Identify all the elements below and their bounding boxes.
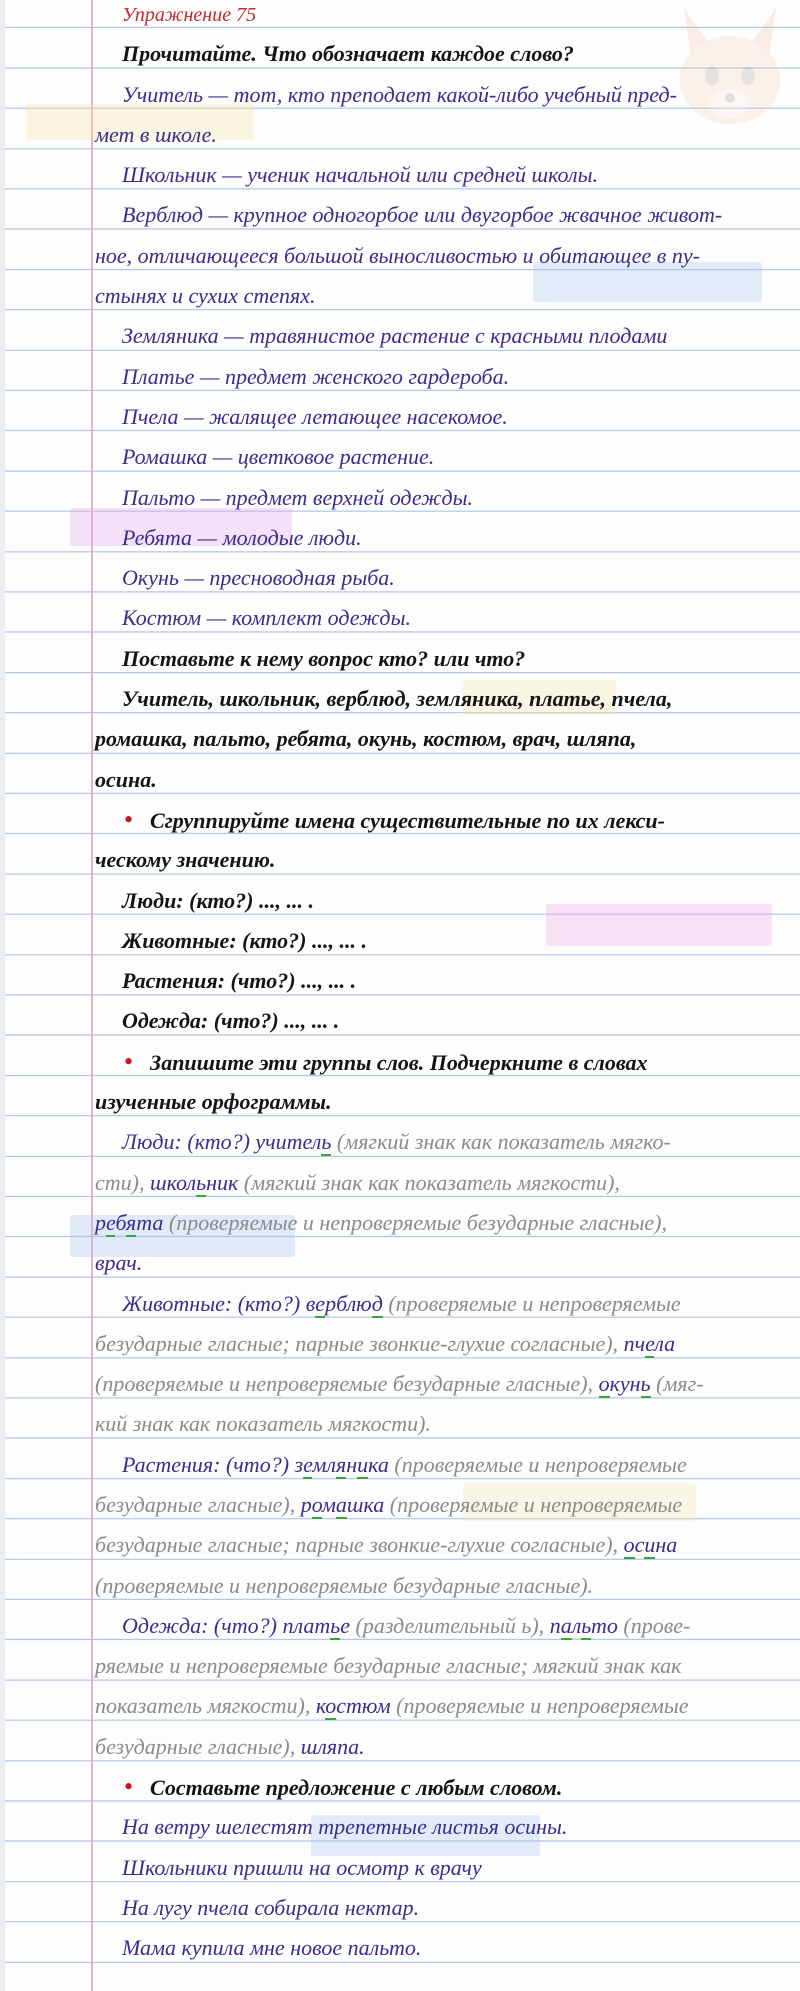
text-line: [0, 1116, 800, 1156]
orthogram-mark: ь: [330, 1612, 341, 1638]
orthogram-mark: и: [357, 1451, 369, 1477]
text-line: [0, 149, 800, 189]
answer-text: Ромашка — цветковое растение.: [122, 444, 435, 470]
answer-text: Верблюд — крупное одногорбое или двугорбое жвачное живот-: [122, 202, 723, 228]
text-line: [0, 1318, 800, 1358]
task-text: осина.: [95, 766, 157, 792]
orthogram-mark: ь: [581, 1612, 592, 1638]
answer-text: пч: [623, 1330, 646, 1356]
answer-text: Мама купила мне новое пальто.: [122, 1935, 422, 1961]
task-text: Животные: (кто?) ..., ... .: [122, 927, 367, 953]
text-line: [0, 592, 800, 632]
text-line: [0, 1600, 800, 1640]
text-line: [0, 633, 800, 673]
answer-text: шляпа.: [300, 1733, 365, 1759]
text-line: [0, 1801, 800, 1841]
answer-text: на: [655, 1532, 678, 1558]
task-text: ромашка, пальто, ребята, окунь, костюм, врач, шляпа,: [95, 726, 637, 752]
answer-text: мет в школе.: [95, 121, 217, 147]
text-line: [0, 955, 800, 995]
answer-text: с: [634, 1532, 645, 1558]
text-line: [0, 552, 800, 592]
text-line: [0, 1761, 800, 1801]
answer-text: Ребята — молодые люди.: [122, 524, 362, 550]
text-line: [0, 1842, 800, 1882]
text-line: [0, 995, 800, 1035]
text-line: [0, 1197, 800, 1237]
task-text: Растения: (что?) ..., ... .: [122, 968, 357, 994]
text-line: [0, 1519, 800, 1559]
task-text: Одежда: (что?) ..., ... .: [122, 1008, 340, 1034]
answer-text: рблю: [325, 1290, 372, 1316]
orthogram-mark: а: [335, 1491, 347, 1517]
orthogram-mark: о: [311, 1491, 322, 1517]
answer-text: Окунь — пресноводная рыба.: [122, 565, 395, 591]
text-line: [0, 1157, 800, 1197]
answer-text: Пальто — предмет верхней одежды.: [122, 484, 474, 510]
answer-text: Люди: (кто?) учител: [122, 1129, 322, 1155]
note-text: ряемые и непроверяемые безударные гласные; мягкий знак как: [95, 1653, 682, 1679]
note-text: (проверяемые и непроверяемые безударные гласные),: [95, 1371, 599, 1397]
exercise-title: Упражнение 75: [122, 4, 257, 26]
answer-text: мл: [312, 1451, 336, 1477]
text-line: [0, 351, 800, 391]
answer-text: р: [95, 1209, 106, 1235]
text-line: [0, 28, 800, 68]
text-line: [0, 915, 800, 955]
orthogram-mark: о: [598, 1371, 610, 1397]
task-text: ческому значению.: [95, 847, 276, 873]
answer-text: врач.: [95, 1250, 143, 1276]
orthogram-mark: ь: [196, 1169, 207, 1195]
answer-text: к: [315, 1693, 326, 1719]
orthogram-mark: е: [303, 1451, 313, 1477]
note-text: (прове-: [617, 1612, 691, 1638]
task-text: Составьте предложение с любым словом.: [150, 1775, 563, 1801]
answer-text: школ: [149, 1169, 197, 1195]
orthogram-mark: е: [315, 1290, 326, 1316]
note-text: безударные гласные),: [95, 1491, 301, 1517]
note-text: сти),: [95, 1169, 150, 1195]
text-line: [0, 472, 800, 512]
orthogram-mark: ь: [640, 1371, 651, 1397]
text-line: [0, 512, 800, 552]
note-text: (разделительный ь),: [350, 1612, 550, 1638]
answer-text: м: [321, 1491, 336, 1517]
text-line: [0, 834, 800, 874]
orthogram-mark: ь: [321, 1129, 332, 1155]
text-line: [0, 1398, 800, 1438]
answer-text: та: [136, 1209, 164, 1235]
answer-text: стынях и сухих степях.: [95, 283, 316, 309]
bullet-dot: •: [124, 804, 134, 834]
orthogram-mark: е: [645, 1330, 655, 1356]
text-line: [0, 754, 800, 794]
orthogram-mark: я: [335, 1451, 347, 1477]
text-line: [0, 1882, 800, 1922]
notebook-lines: [0, 28, 800, 1962]
answer-text: ник: [206, 1169, 239, 1195]
answer-text: Животные: (кто?) в: [122, 1290, 316, 1316]
text-line: [0, 391, 800, 431]
text-line: [0, 270, 800, 310]
answer-text: то: [591, 1612, 618, 1638]
note-text: безударные гласные),: [95, 1733, 301, 1759]
orthogram-mark: о: [325, 1693, 337, 1719]
answer-text: н: [346, 1451, 358, 1477]
text-line: [0, 794, 800, 834]
answer-text: стюм: [336, 1693, 391, 1719]
answer-text: На лугу пчела собирала нектар.: [122, 1894, 420, 1920]
text-line: [0, 1358, 800, 1398]
note-text: (мягкий знак как показатель мягкости),: [238, 1169, 620, 1195]
answer-text: Земляника — травянистое растение с красными плодами: [122, 323, 668, 349]
note-text: кий знак как показатель мягкости).: [95, 1411, 431, 1437]
text-line: [0, 1680, 800, 1720]
answer-text: Школьники пришли на осмотр к врачу: [122, 1854, 482, 1880]
text-line: [0, 1479, 800, 1519]
orthogram-mark: а: [560, 1612, 572, 1638]
answer-text: Платье — предмет женского гардероба.: [122, 363, 510, 389]
answer-text: б: [115, 1209, 127, 1235]
text-line: [0, 1237, 800, 1277]
bullet-dot: •: [124, 1772, 134, 1802]
note-text: (мягкий знак как показатель мягко-: [331, 1129, 671, 1155]
text-line: [0, 310, 800, 350]
text-line: [0, 1560, 800, 1600]
text-line: [0, 1721, 800, 1761]
text-line: [0, 673, 800, 713]
note-text: (мяг-: [650, 1371, 704, 1397]
task-text: изученные орфограммы.: [95, 1089, 332, 1115]
answer-text: Костюм — комплект одежды.: [122, 605, 411, 631]
note-text: безударные гласные; парные звонкие-глухие согласные),: [95, 1532, 624, 1558]
task-text: Поставьте к нему вопрос кто? или что?: [122, 645, 526, 671]
answer-text: р: [300, 1491, 312, 1517]
answer-text: ка: [368, 1451, 389, 1477]
answer-text: кун: [609, 1371, 641, 1397]
answer-text: Пчела — жалящее летающее насекомое.: [122, 403, 508, 429]
note-text: (проверяемые и непроверяемые: [382, 1290, 681, 1316]
text-line: [0, 1640, 800, 1680]
text-line: [0, 875, 800, 915]
note-text: (проверяемые и непроверяемые: [390, 1693, 689, 1719]
answer-text: е: [340, 1612, 350, 1638]
task-text: Запишите эти группы слов. Подчеркните в словах: [150, 1049, 648, 1075]
answer-text: На ветру шелестят трепетные листья осины.: [122, 1814, 568, 1840]
text-line: [0, 1439, 800, 1479]
note-text: безударные гласные; парные звонкие-глухие согласные),: [95, 1330, 624, 1356]
exercise-title-row: [0, 0, 800, 28]
answer-text: ла: [654, 1330, 676, 1356]
task-text: Люди: (кто?) ..., ... .: [122, 887, 314, 913]
note-text: (проверяемые и непроверяемые: [384, 1491, 683, 1517]
orthogram-mark: я: [126, 1209, 137, 1235]
text-line: [0, 69, 800, 109]
task-text: Прочитайте. Что обозначает каждое слово?: [122, 41, 574, 67]
bullet-dot: •: [124, 1046, 134, 1076]
answer-text: шка: [346, 1491, 385, 1517]
note-text: (проверяемые и непроверяемые: [388, 1451, 687, 1477]
orthogram-mark: и: [644, 1532, 656, 1558]
answer-text: Учитель — тот, кто преподает какой-либо учебный пред-: [122, 81, 677, 107]
text-line: [0, 431, 800, 471]
answer-text: Растения: (что?) з: [122, 1451, 304, 1477]
text-line: [0, 1076, 800, 1116]
text-line: [0, 1922, 800, 1962]
text-line: [0, 1278, 800, 1318]
text-line: [0, 230, 800, 270]
note-text: (проверяемые и непроверяемые безударные гласные).: [95, 1572, 594, 1598]
answer-text: Школьник — ученик начальной или средней школы.: [122, 162, 598, 188]
answer-text: л: [571, 1612, 582, 1638]
text-line: [0, 189, 800, 229]
answer-text: ное, отличающееся большой выносливостью и обитающее в пу-: [95, 242, 700, 268]
text-line: [0, 109, 800, 149]
orthogram-mark: е: [106, 1209, 116, 1235]
note-text: (проверяемые и непроверяемые безударные гласные),: [163, 1209, 667, 1235]
text-line: [0, 713, 800, 753]
orthogram-mark: д: [371, 1290, 383, 1316]
answer-text: п: [549, 1612, 561, 1638]
task-text: Учитель, школьник, верблюд, земляника, платье, пчела,: [122, 686, 673, 712]
note-text: показатель мягкости),: [95, 1693, 316, 1719]
orthogram-mark: о: [623, 1532, 635, 1558]
task-text: Сгруппируйте имена существительные по их лекси-: [150, 807, 665, 833]
answer-text: Одежда: (что?) плат: [122, 1612, 331, 1638]
text-line: [0, 1036, 800, 1076]
